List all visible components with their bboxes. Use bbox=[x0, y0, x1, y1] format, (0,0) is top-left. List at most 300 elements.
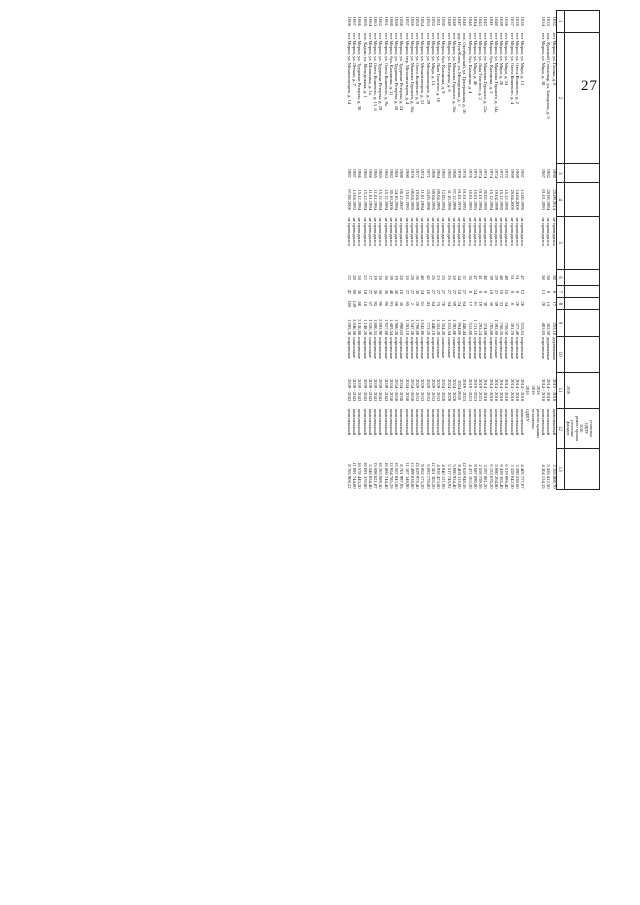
table-cell: 27 bbox=[451, 289, 457, 295]
table-cell: пгт Морки, бул. Калинина, д. 11 bbox=[388, 33, 394, 96]
table-cell: 1064 bbox=[367, 16, 373, 26]
table-cell bbox=[530, 216, 535, 269]
table-cell: 139 bbox=[352, 300, 358, 308]
table-cell: 50 bbox=[551, 275, 557, 280]
table-cell: 01.01.1993 bbox=[541, 189, 547, 211]
table-row bbox=[409, 11, 414, 490]
table-cell: 36 bbox=[399, 301, 405, 307]
table-cell: установка bbox=[530, 409, 536, 429]
table-cell: комплексный bbox=[430, 409, 436, 436]
table-cell: пгт Морки, бул. Калинина, д. 3 bbox=[488, 33, 494, 94]
table-cell: 01.01.1994 bbox=[478, 189, 484, 211]
table-cell: 2029 - 2033 bbox=[436, 378, 442, 402]
table-cell bbox=[530, 164, 535, 183]
table-cell: пгт Морки, ул. Олега Кошевого, д. 9а bbox=[383, 33, 389, 106]
table-cell: кирпичные bbox=[467, 337, 473, 359]
table-cell: 374,80 bbox=[483, 322, 489, 336]
table-cell: 1058 bbox=[399, 16, 405, 26]
table-cell: 18 578 445,20 bbox=[357, 462, 363, 489]
header-cell bbox=[565, 164, 600, 183]
table-cell: пгт Морки, ул. Мира, д. 13 bbox=[520, 33, 526, 86]
table-cell: 18 bbox=[362, 301, 368, 307]
table-cell: 2019 - 2023 bbox=[472, 378, 478, 402]
table-row bbox=[388, 11, 393, 490]
table-cell: 59 bbox=[493, 301, 499, 307]
table-row bbox=[498, 11, 503, 490]
table-cell: не проводился bbox=[383, 217, 389, 246]
table-cell: 377,40 bbox=[514, 322, 520, 336]
table-cell: 1 005,38 bbox=[346, 319, 352, 336]
table-cell: 15.12.1995 bbox=[499, 189, 505, 211]
table-cell: 8 bbox=[546, 290, 552, 293]
table-cell: комплексный bbox=[346, 409, 352, 436]
table-cell: 1974 bbox=[478, 168, 484, 178]
table-cell: комплексный bbox=[399, 409, 405, 436]
table-cell: 1985 bbox=[373, 168, 379, 178]
table-cell bbox=[530, 286, 535, 298]
table-cell: пгт Морки, ул. Механизаторов, д. 31 bbox=[420, 33, 426, 105]
table-cell: 2034 - 2038 bbox=[388, 378, 394, 402]
table-cell: пос. Кадам, ул. Молодежная, д. 1 bbox=[362, 33, 368, 98]
note-row bbox=[525, 11, 530, 490]
table-cell: кирпичные bbox=[383, 337, 389, 359]
column-number: 2 bbox=[557, 32, 565, 164]
table-cell: пгт Морки, ул. Льва Толстого, д. 2 bbox=[478, 33, 484, 100]
table-cell: кирпичные bbox=[457, 337, 463, 359]
table-cell: 1980 bbox=[451, 168, 457, 178]
table-cell: пгт Морки, ул. Олега Кошевого, д. 4 bbox=[509, 33, 515, 104]
table-cell bbox=[535, 298, 540, 310]
table-cell: 1967 bbox=[520, 168, 526, 178]
table-cell: 1048 bbox=[451, 16, 457, 26]
table-cell: 1 520,30 bbox=[367, 319, 373, 336]
table-cell: комплексный bbox=[373, 409, 379, 436]
table-cell bbox=[530, 336, 535, 372]
table-cell: не проводился bbox=[509, 217, 515, 246]
table-cell: 11.01.1994 bbox=[367, 189, 373, 210]
table-cell: 8 bbox=[509, 302, 515, 305]
table-cell: комплексный bbox=[357, 409, 363, 436]
table-cell: 9 062 173,20 bbox=[420, 464, 426, 489]
table-cell: 13 499 036,80 bbox=[409, 462, 415, 489]
table-cell: не проводился bbox=[415, 217, 421, 246]
table-cell: 20.10.2006 bbox=[388, 189, 394, 211]
table-cell bbox=[535, 183, 540, 217]
table-cell: не проводился bbox=[514, 217, 520, 246]
table-cell: кирпичные bbox=[404, 337, 410, 359]
table-cell: 2 556 759,56 bbox=[478, 464, 484, 489]
table-cell: 34 bbox=[504, 301, 510, 307]
table-cell: 15.01.1993 bbox=[404, 189, 410, 211]
column-number: 3 bbox=[557, 164, 565, 183]
table-row bbox=[383, 11, 388, 490]
table-cell: 1984 bbox=[436, 168, 442, 178]
table-cell: 1051 bbox=[436, 16, 442, 26]
table-cell: 2034 - 2038 bbox=[399, 378, 405, 402]
table-cell: 1983 bbox=[362, 168, 368, 178]
table-cell: не проводился bbox=[357, 217, 363, 246]
table-cell: комплексный bbox=[478, 409, 484, 436]
table-cell: 4 304 134,35 bbox=[541, 464, 547, 489]
table-cell: 25.05.1998 bbox=[425, 189, 431, 211]
table-cell: кирпичные bbox=[509, 337, 515, 359]
table-cell: 22 bbox=[346, 275, 352, 280]
table-cell: 12 501 302,20 bbox=[430, 462, 436, 489]
table-cell: 58 bbox=[546, 275, 552, 280]
table-cell: пгт Морки, ул. Максима Горького, д. 16а bbox=[451, 33, 457, 113]
table-row bbox=[483, 11, 488, 490]
table-cell: не проводился bbox=[520, 217, 526, 246]
header-note: утепление bbox=[570, 419, 576, 438]
table-cell: не проводился bbox=[352, 217, 358, 246]
table-cell: 1 547,20 bbox=[409, 319, 415, 336]
table-cell: 1 353,20 bbox=[436, 319, 442, 336]
table-cell: 30 bbox=[483, 301, 489, 307]
table-cell: 1972 bbox=[504, 168, 510, 178]
table-cell: кирпичные bbox=[420, 337, 426, 359]
table-cell bbox=[525, 32, 530, 164]
table-cell: пгт Морки, ул. Олега Кошевого, д. 2 bbox=[514, 33, 520, 104]
table-cell: 1065 bbox=[362, 16, 368, 26]
table-cell: 11.01.1994 bbox=[420, 189, 426, 210]
table-cell: 28 bbox=[399, 275, 405, 280]
table-cell: 09.04.1995 bbox=[430, 189, 436, 211]
table-cell: 1971 bbox=[425, 168, 431, 178]
header-cell bbox=[565, 32, 600, 164]
table-cell: 2034 - 2038 bbox=[409, 378, 415, 402]
table-cell: 31.10.1995 bbox=[446, 189, 452, 211]
table-cell: 48 bbox=[499, 275, 505, 280]
table-cell: 20 bbox=[541, 301, 547, 307]
table-cell: 20 bbox=[520, 301, 526, 307]
table-cell: 27 bbox=[430, 289, 436, 295]
table-cell: 2039 - 2043 bbox=[378, 378, 384, 402]
table-cell: не проводился bbox=[467, 217, 473, 246]
table-cell bbox=[535, 269, 540, 286]
table-cell: 1983 bbox=[383, 168, 389, 178]
table-cell: не проводился bbox=[430, 217, 436, 246]
table-cell: 37 bbox=[462, 275, 468, 280]
table-cell: 43 bbox=[425, 301, 431, 307]
table-cell: кирпичные bbox=[425, 337, 431, 359]
table-cell: 1 392,60 bbox=[493, 319, 499, 336]
table-cell: 16 bbox=[499, 289, 505, 295]
table-cell: 16 bbox=[425, 289, 431, 295]
table-cell: 8 bbox=[551, 290, 557, 293]
table-cell: 25 bbox=[441, 275, 447, 280]
table-cell: кирпичные bbox=[504, 337, 510, 359]
table-cell: комплексный bbox=[425, 409, 431, 436]
table-cell: 29 bbox=[493, 275, 499, 280]
table-cell: 19.04.1999 bbox=[493, 189, 499, 211]
table-cell: пгт Морки, ул. Мира, д. 13 bbox=[430, 33, 436, 86]
table-cell: 2019 - 2023 bbox=[478, 378, 484, 402]
table-cell: 36 bbox=[383, 275, 389, 280]
table-cell: 2029 - 2033 bbox=[420, 378, 426, 402]
register-table bbox=[346, 10, 600, 490]
table-cell: 1977 bbox=[415, 168, 421, 178]
table-cell: комплексный bbox=[462, 409, 468, 436]
table-row bbox=[420, 11, 425, 490]
table-cell: 1068 bbox=[346, 16, 352, 26]
table-cell: кирпичные bbox=[520, 337, 526, 359]
table-cell: дер. Нуж-Ключ, ул. Молодежная, д. 1 bbox=[457, 33, 463, 107]
table-cell: комплексный bbox=[362, 409, 368, 436]
table-cell bbox=[535, 32, 540, 164]
table-row bbox=[546, 11, 551, 490]
column-number: 7 bbox=[557, 286, 565, 298]
table-cell: 293,24 bbox=[478, 322, 484, 336]
table-cell: 24 bbox=[457, 301, 463, 307]
table-cell: 07.12.1996 bbox=[451, 189, 457, 211]
table-cell: 13 bbox=[541, 289, 547, 295]
table-cell: не проводился bbox=[409, 217, 415, 246]
table-row bbox=[472, 11, 477, 490]
table-cell bbox=[535, 336, 540, 372]
table-cell: 1037 bbox=[509, 16, 515, 26]
table-cell bbox=[530, 298, 535, 310]
table-cell bbox=[530, 310, 535, 336]
table-cell: 1974 bbox=[420, 168, 426, 178]
table-cell: комплексный bbox=[436, 409, 442, 436]
table-cell: 17 bbox=[551, 301, 557, 307]
table-cell: 4 940 121,60 bbox=[441, 464, 447, 489]
table-cell: 4 936 473,60 bbox=[436, 464, 442, 489]
table-cell: 27 bbox=[404, 289, 410, 295]
table-row bbox=[378, 11, 383, 490]
header-cell bbox=[565, 310, 600, 336]
table-cell: 5 546 054,40 bbox=[367, 464, 373, 489]
table-cell: 1986 bbox=[430, 168, 436, 178]
table-cell: 2014 - 2018 bbox=[483, 378, 489, 402]
table-cell: 1032 bbox=[551, 16, 557, 26]
table-cell: 2 093,90 bbox=[378, 319, 384, 336]
table-cell: 1046 bbox=[462, 16, 468, 26]
table-cell: пгт Морки, ул. Максима Горького, д. 12а bbox=[483, 33, 489, 113]
table-cell bbox=[535, 216, 540, 269]
table-cell: 2014 - 2018 bbox=[546, 378, 552, 402]
table-cell: 18 bbox=[362, 289, 368, 295]
table-cell: не проводился bbox=[441, 217, 447, 246]
table-cell: 362,50 bbox=[546, 322, 552, 336]
table-cell: 1060 bbox=[388, 16, 394, 26]
table-row bbox=[467, 11, 472, 490]
table-row bbox=[493, 11, 498, 490]
table-row bbox=[446, 11, 451, 490]
table-cell bbox=[525, 449, 530, 490]
note-row bbox=[530, 11, 535, 490]
table-cell: 27 bbox=[493, 289, 499, 295]
table-cell: 34 bbox=[457, 275, 463, 280]
table-cell: комплексный bbox=[467, 409, 473, 436]
table-cell: 1 900,20 bbox=[394, 319, 400, 336]
table-cell: кирпичные bbox=[478, 337, 484, 359]
table-row bbox=[367, 11, 372, 490]
table-cell: 2016 bbox=[535, 385, 541, 395]
table-cell bbox=[530, 11, 535, 33]
table-cell: пос. Октябрьский, ул. Центральная, д. 10 bbox=[462, 33, 468, 114]
table-cell: 1982 bbox=[388, 168, 394, 178]
table-cell: 16 bbox=[488, 289, 494, 295]
table-cell: кирпичные bbox=[373, 337, 379, 359]
header-cell-col11 bbox=[565, 372, 600, 408]
table-cell: 1059 bbox=[394, 16, 400, 26]
table-cell: 1978 bbox=[462, 168, 468, 178]
table-cell: 01.01.1979 bbox=[457, 189, 463, 211]
table-cell: 18 bbox=[399, 289, 405, 295]
table-cell: 2013 - 2018 bbox=[551, 378, 557, 402]
table-cell: 1056 bbox=[409, 16, 415, 26]
table-cell: 80 bbox=[357, 301, 363, 307]
table-cell: 1042 bbox=[483, 16, 489, 26]
table-cell: 512,80 bbox=[467, 322, 473, 336]
table-cell: кирпичные bbox=[514, 337, 520, 359]
table-cell: кирпичные bbox=[346, 337, 352, 359]
table-cell: комплексный bbox=[451, 409, 457, 436]
table-cell bbox=[535, 164, 540, 183]
table-cell: 12 954 785,26 bbox=[388, 462, 394, 489]
table-cell: кирпичные bbox=[430, 337, 436, 359]
table-cell: 1986 bbox=[357, 168, 363, 178]
table-row bbox=[540, 11, 545, 490]
table-cell: 1974 bbox=[483, 168, 489, 178]
table-cell: 28.04.2006 bbox=[509, 189, 515, 211]
table-cell: 1066 bbox=[357, 16, 363, 26]
table-cell: 36 bbox=[378, 289, 384, 295]
table-cell: 1978 bbox=[409, 168, 415, 178]
table-cell: комплексный bbox=[509, 409, 515, 436]
table-cell: комплексный bbox=[420, 409, 426, 436]
table-cell: 24 bbox=[472, 289, 478, 295]
table-cell: 09.04.1995 bbox=[409, 189, 415, 211]
table-cell: 15 629 976,40 bbox=[415, 462, 421, 489]
table-cell: не проводился bbox=[488, 217, 494, 246]
table-cell: 6 153 870,20 bbox=[488, 464, 494, 489]
table-row bbox=[551, 11, 557, 490]
table-cell: 1050 bbox=[441, 16, 447, 26]
table-cell: 93 bbox=[388, 301, 394, 307]
table-cell: 2019 - 2023 bbox=[462, 378, 468, 402]
table-cell: кирпичные bbox=[472, 337, 478, 359]
table-cell: 36 bbox=[383, 289, 389, 295]
table-cell: 10.01.1993 bbox=[467, 189, 473, 211]
table-cell: 1067 bbox=[352, 16, 358, 26]
table-cell: 16 806 744,40 bbox=[383, 462, 389, 489]
column-number: 10 bbox=[557, 336, 565, 372]
table-cell: пгт Морки, бул. Калинина, д. 4 bbox=[467, 33, 473, 94]
table-cell: не проводился bbox=[362, 217, 368, 246]
table-cell: не проводился bbox=[478, 217, 484, 246]
table-cell: комплексный bbox=[415, 409, 421, 436]
table-row bbox=[372, 11, 377, 490]
table-cell: 07.08.2006 bbox=[346, 189, 352, 211]
table-cell: 57 bbox=[367, 301, 373, 307]
table-cell: 1052 bbox=[430, 16, 436, 26]
column-number: 5 bbox=[557, 216, 565, 269]
table-cell: 47 bbox=[472, 275, 478, 280]
table-cell: 13.06.1995 bbox=[520, 189, 526, 211]
table-cell: 69 bbox=[451, 301, 457, 307]
column-number: 9 bbox=[557, 310, 565, 336]
table-cell: 1041 bbox=[488, 16, 494, 26]
table-cell: 1 042,80 bbox=[420, 319, 426, 336]
table-row bbox=[346, 11, 351, 490]
table-cell: 3 290 550,60 bbox=[514, 464, 520, 489]
table-cell: пгт Морки, пер. Механизаторов, д. 4 bbox=[404, 33, 410, 105]
table-cell: 6 439 365,40 bbox=[499, 464, 505, 489]
table-cell: комплексный bbox=[499, 409, 505, 436]
table-body-group-a bbox=[540, 11, 556, 490]
table-cell: 773,20 bbox=[425, 322, 431, 336]
table-cell: кирпичные bbox=[488, 337, 494, 359]
table-row bbox=[414, 11, 419, 490]
header-cell bbox=[565, 286, 600, 298]
table-cell: 49 bbox=[504, 275, 510, 280]
table-cell bbox=[530, 32, 535, 164]
table-cell: 36 bbox=[373, 289, 379, 295]
table-cell: 2014 - 2018 bbox=[541, 378, 547, 402]
table-cell: 51 bbox=[509, 275, 515, 280]
table-cell: 1974 bbox=[488, 168, 494, 178]
table-cell: панельные bbox=[441, 337, 447, 359]
table-cell: 12 628 948,36 bbox=[462, 462, 468, 489]
table-cell: 5 080 934,40 bbox=[451, 464, 457, 489]
table-cell: 1983 bbox=[441, 168, 447, 178]
table-cell: 1063 bbox=[373, 16, 379, 26]
table-cell: 23 bbox=[436, 275, 442, 280]
table-cell: 2034 - 2038 bbox=[404, 378, 410, 402]
table-cell: 2024 - 2028 bbox=[451, 378, 457, 402]
table-cell: 15.01.1993 bbox=[472, 189, 478, 211]
table-cell: 47 bbox=[346, 289, 352, 295]
table-cell: комплексный bbox=[457, 409, 463, 436]
column-number: 6 bbox=[557, 269, 565, 286]
table-cell: 1 927,60 bbox=[383, 319, 389, 336]
table-cell: 2039 - 2043 bbox=[383, 378, 389, 402]
table-cell: 1061 bbox=[383, 16, 389, 26]
table-cell: 27 bbox=[446, 289, 452, 295]
table-cell: 1049 bbox=[446, 16, 452, 26]
table-cell: комплексный bbox=[493, 409, 499, 436]
table-cell: комплексный bbox=[520, 409, 526, 436]
table-cell: 1986 bbox=[367, 168, 373, 178]
table-cell: 1 440,10 bbox=[430, 319, 436, 336]
table-cell: 18 bbox=[457, 289, 463, 295]
header-note: ОДПУ bbox=[583, 422, 589, 434]
table-cell: 51 bbox=[514, 275, 520, 280]
table-cell: не проводился bbox=[462, 217, 468, 246]
table-cell: 8 bbox=[467, 290, 473, 293]
table-cell: 759,50 bbox=[504, 322, 510, 336]
table-cell: кирпичные bbox=[415, 337, 421, 359]
table-cell: 705,80 bbox=[488, 322, 494, 336]
column-number: 4 bbox=[557, 183, 565, 217]
table-cell: 998,05 bbox=[399, 322, 405, 336]
header-note: 2016 bbox=[579, 424, 585, 433]
table-cell: 27 bbox=[367, 289, 373, 295]
table-cell: 1055 bbox=[415, 16, 421, 26]
table-cell: 1962 bbox=[546, 168, 552, 178]
table-cell: 1976 bbox=[467, 168, 473, 178]
table-cell: 15.12.1994 bbox=[357, 189, 363, 211]
header-cell bbox=[565, 449, 600, 490]
table-cell: 2024 - 2028 bbox=[441, 378, 447, 402]
table-cell: не проводился bbox=[483, 217, 489, 246]
header-cell bbox=[565, 336, 600, 372]
table-cell: 1 798,60 bbox=[415, 319, 421, 336]
table-cell: пос. Красный Стекловар, ул. Заводская, д. 5 bbox=[546, 33, 552, 119]
table-cell: 11 187 348,90 bbox=[404, 462, 410, 489]
